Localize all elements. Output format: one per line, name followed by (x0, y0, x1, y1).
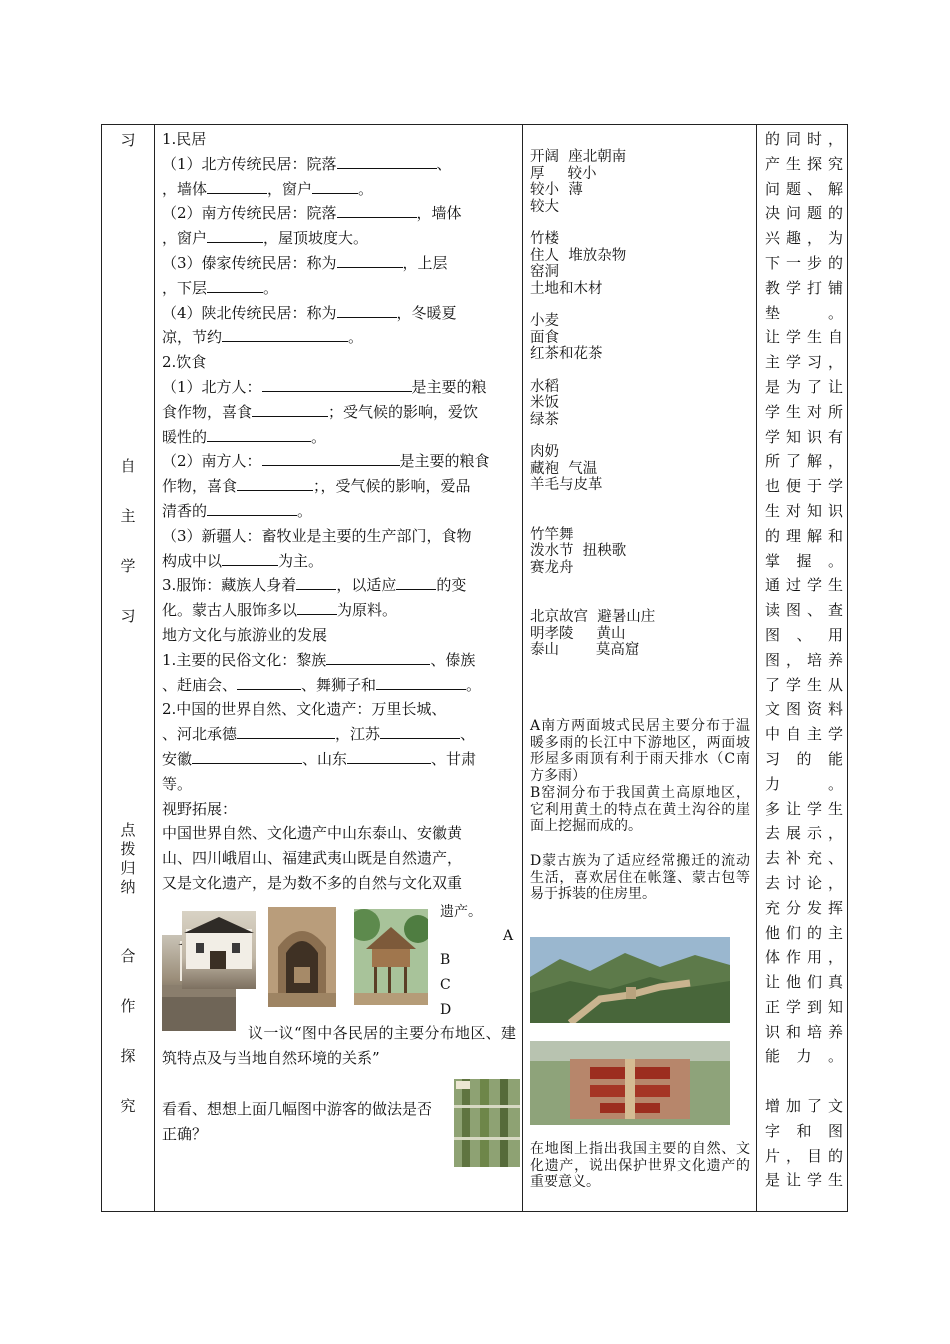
answer-line: 米饭 (530, 395, 559, 411)
intent-line: 多让学生 (765, 799, 843, 818)
lesson-table (101, 124, 848, 1212)
label-c: C (440, 977, 451, 993)
answer-column (530, 149, 750, 675)
intent-spacer (765, 1069, 843, 1094)
stage-label-char: 主 (120, 507, 136, 525)
answer-line: 较小 薄 (530, 182, 583, 198)
study-content (162, 127, 516, 896)
forbidden-city-drawing (530, 1041, 730, 1125)
answer-para-d: D蒙古族为了适应经常搬迁的流动生活，喜欢居住在帐篷、蒙古包等易于拆装的住房里。 (530, 853, 750, 903)
intent-line: 产生探究 (765, 154, 843, 173)
photo-house-b (268, 907, 336, 1007)
answer-group (530, 149, 750, 215)
intent-line: 习的能 (765, 749, 843, 768)
intent-line: 学知识有 (765, 427, 843, 446)
label-a: A (503, 928, 514, 944)
question-line: 化。蒙古人服饰多以 为原料。 (162, 601, 398, 620)
photo-house-a-top (182, 911, 256, 989)
discussion-prompt: 议一议“图中各民居的主要分布地区、建筑特点及与当地自然环境的关系” (162, 1024, 516, 1067)
answer-para-b: B窑洞分布于我国黄土高原地区，它利用黄土的特点在黄土沟谷的崖面上挖掘而成的。 (530, 785, 750, 835)
intent-line: 的同时， (765, 130, 843, 148)
stage-label-char: 探 (120, 1047, 136, 1065)
stage-label-char: 合 (120, 947, 136, 965)
intent-line: 掌握。 (765, 551, 843, 570)
answer-line: 竹楼 (530, 231, 559, 247)
answer-line: 泰山 莫高窟 (530, 642, 640, 658)
stage-label-xi: 习 (120, 131, 136, 149)
house-b-drawing (268, 907, 336, 1007)
intent-line: 力。 (765, 774, 843, 793)
question-line: ，墙体 ，窗户 。 (162, 179, 374, 198)
question-line: 3.服饰：藏族人身着 ，以适应 的变 (162, 576, 467, 595)
column-divider (154, 125, 155, 1211)
photo-great-wall (530, 937, 730, 1023)
intent-column (765, 127, 843, 1193)
intent-line: 是让学生 (765, 1171, 843, 1190)
question-line: 等。 (162, 774, 193, 793)
intent-line: 是为了让 (765, 377, 843, 396)
house-c-drawing (354, 909, 428, 1005)
bamboo-drawing (454, 1079, 520, 1167)
intent-line: 去展示， (765, 824, 843, 843)
photo-house-c (354, 909, 428, 1005)
answer-line: 开阔 座北朝南 (530, 149, 627, 165)
intent-line: 所了解， (765, 452, 843, 471)
stage-label-char: 习 (120, 607, 136, 625)
section-heading: 视野拓展： (162, 799, 238, 818)
intent-line: 去讨论， (765, 873, 843, 892)
text-line: 又是文化遗产，是为数不多的自然与文化双重 (162, 873, 463, 892)
stage-column (102, 125, 154, 1211)
stage-label-char: 究 (120, 1097, 136, 1115)
text-yichan: 遗产。 (440, 904, 482, 920)
intent-line: 读图、查 (765, 601, 843, 620)
answer-group (530, 231, 750, 297)
intent-line: 他们的主 (765, 923, 843, 942)
question-line: （2）南方人： 是主要的粮食 (162, 452, 490, 471)
intent-line: 垫。 (765, 303, 843, 322)
question-line: （3）傣家传统民居：称为 ，上层 (162, 253, 448, 272)
intent-line: 中自主学 (765, 725, 843, 744)
intent-line: 体作用， (765, 948, 843, 967)
intent-line: 片，目的 (765, 1146, 843, 1165)
question-line: （3）新疆人：畜牧业是主要的生产部门，食物 (162, 526, 472, 545)
answer-line: 较大 (530, 198, 559, 215)
section-heading: 地方文化与旅游业的发展 (162, 625, 328, 644)
intent-line: 主学习， (765, 353, 843, 372)
answer-line: 小麦 (530, 313, 559, 329)
answer-group (530, 527, 750, 577)
intent-line: 图，培养 (765, 650, 843, 669)
intent-line: 去补充、 (765, 849, 843, 868)
intent-line: 也便于学 (765, 477, 843, 496)
section-heading: 1.民居 (162, 130, 207, 148)
question-line: （2）南方传统民居：院落 ，墙体 (162, 204, 462, 223)
intent-line: 图、用 (765, 625, 843, 644)
stage-label-char: 作 (120, 997, 136, 1015)
answer-group (530, 313, 750, 363)
question-line: 清香的 。 (162, 501, 313, 520)
answer-line: 绿茶 (530, 411, 559, 428)
answer-line: 水稻 (530, 378, 559, 395)
answer-line: 赛龙舟 (530, 559, 574, 576)
answer-line: 红茶和花茶 (530, 346, 603, 362)
intent-line: 下一步的 (765, 253, 843, 272)
intent-line: 识和培养 (765, 1022, 843, 1041)
answer-line: 厚 较小 (530, 165, 597, 182)
answer-line: 肉奶 (530, 444, 559, 460)
answer-line: 面食 (530, 329, 559, 346)
stage-label-dianbo: 点拨归纳 (120, 821, 136, 896)
answer-group (530, 609, 750, 659)
photo-forbidden-city (530, 1041, 730, 1125)
intent-line: 正学到知 (765, 997, 843, 1016)
answer-line: 明孝陵 黄山 (530, 625, 626, 642)
intent-line: 教学打铺 (765, 278, 843, 297)
section-heading: 2.饮食 (162, 353, 207, 372)
intent-line: 让学生自 (765, 328, 843, 347)
answer-line: 窑洞 (530, 264, 559, 280)
intent-line: 让他们真 (765, 973, 843, 992)
great-wall-drawing (530, 937, 730, 1023)
intent-line: 能力。 (765, 1047, 843, 1066)
question-line: 1.主要的民俗文化：黎族 、傣族 (162, 650, 476, 669)
intent-line: 决问题的 (765, 204, 843, 223)
answer-para-map: 在地图上指出我国主要的自然、文化遗产，说出保护世界文化遗产的重要意义。 (530, 1141, 750, 1191)
look-think-prompt: 看看、想想上面几幅图中游客的做法是否正确？ (162, 1100, 433, 1143)
question-line: （4）陕北传统民居：称为 ，冬暖夏 (162, 303, 457, 322)
intent-line: 了学生从 (765, 675, 843, 694)
intent-line: 通过学生 (765, 576, 843, 595)
answer-line: 土地和木材 (530, 280, 603, 297)
intent-line: 兴趣，为 (765, 229, 843, 248)
stage-label-char: 自 (120, 457, 136, 475)
stage-label-char: 学 (120, 557, 136, 575)
question-line: 暖性的 。 (162, 427, 327, 446)
question-line: 凉，节约 。 (162, 328, 364, 347)
intent-line: 学生对所 (765, 402, 843, 421)
question-line: 安徽 、山东 、甘肃 (162, 749, 477, 768)
intent-line: 字和图 (765, 1121, 843, 1140)
answer-line: 羊毛与皮革 (530, 477, 603, 493)
answer-line: 住人 堆放杂物 (530, 247, 627, 264)
question-line: （1）北方传统民居：院落 、 (162, 154, 452, 173)
column-divider (522, 125, 523, 1211)
house-a-top-drawing (182, 911, 256, 989)
answer-line: 竹竿舞 (530, 526, 574, 543)
question-line: 作物，喜食 ；，受气候的影响，爱品 (162, 477, 471, 496)
intent-line: 文图资料 (765, 700, 843, 719)
intent-line: 充分发挥 (765, 898, 843, 917)
answer-group (530, 379, 750, 429)
text-line: 中国世界自然、文化遗产中山东泰山、安徽黄 (162, 824, 463, 843)
answer-para-a: A南方两面坡式民居主要分布于温暖多雨的长江中下游地区，两面坡形屋多雨顶有利于雨天排水（C南方多雨） (530, 718, 750, 784)
answer-group (530, 444, 750, 494)
question-line: （1）北方人： 是主要的粮 (162, 377, 487, 396)
photo-bamboo (454, 1079, 520, 1167)
column-divider (756, 125, 757, 1211)
intent-line: 的理解和 (765, 526, 843, 545)
text-line: 山、四川峨眉山、福建武夷山既是自然遗产， (162, 849, 463, 868)
answer-line: 北京故宫 避暑山庄 (530, 609, 656, 625)
label-d: D (440, 1002, 452, 1018)
answer-line: 泼水节 扭秧歌 (530, 543, 627, 559)
question-line: ，下层 。 (162, 278, 279, 297)
question-line: 构成中以 为主。 (162, 551, 324, 570)
label-b: B (440, 952, 451, 968)
question-line: 、赶庙会、 、舞狮子和 。 (162, 675, 482, 694)
intent-line: 增加了文 (765, 1097, 843, 1116)
question-line: 食作物，喜食 ；受气候的影响，爱饮 (162, 402, 479, 421)
intent-line: 生对知识 (765, 501, 843, 520)
answer-line: 藏袍 气温 (530, 460, 598, 477)
question-line: ，窗户 ，屋顶坡度大。 (162, 229, 369, 248)
intent-line: 问题、解 (765, 179, 843, 198)
question-line: 2.中国的世界自然、文化遗产：万里长城、 (162, 700, 447, 719)
question-line: 、河北承德 ，江苏 、 (162, 725, 476, 744)
